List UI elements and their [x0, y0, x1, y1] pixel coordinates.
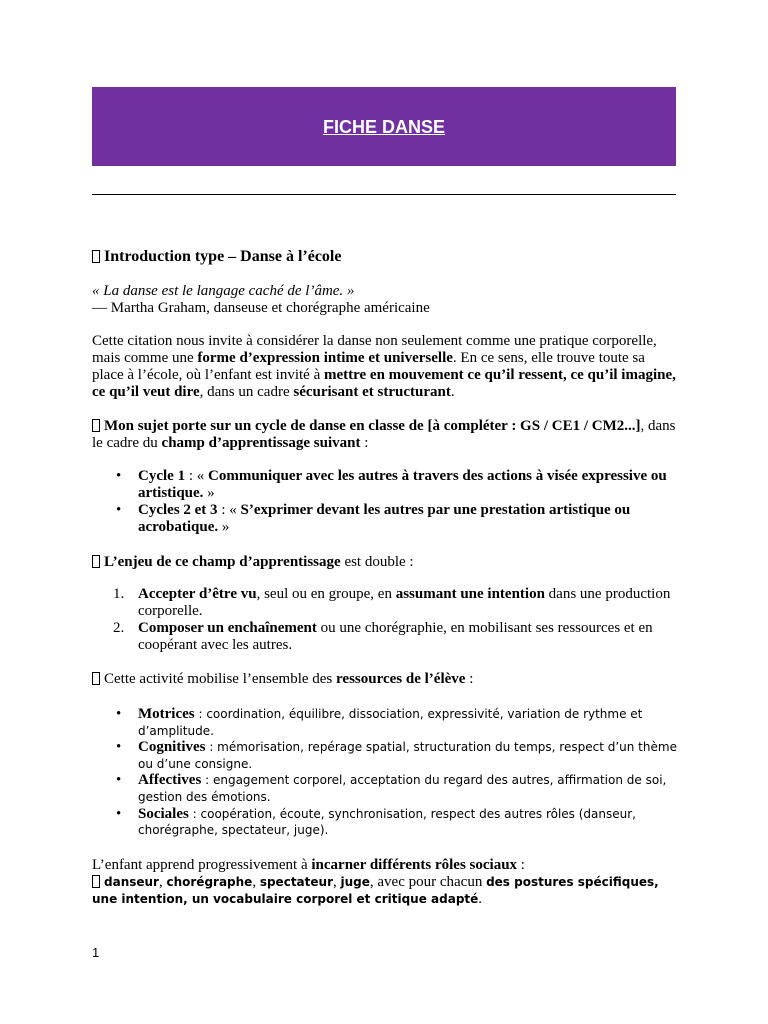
emphasis-text: Mon sujet porte sur un cycle de danse en classe de [à compléter : GS / CE1 / CM2...]: [104, 418, 641, 434]
emphasis-text: Accepter d’être vu: [138, 586, 257, 602]
paragraph-text: :: [465, 671, 474, 687]
paragraph-text: :: [360, 435, 369, 451]
roles-paragraph: [92, 857, 679, 908]
paragraph-text: est double :: [340, 554, 414, 570]
section-heading: [92, 247, 679, 267]
document-body: [92, 247, 679, 908]
role-name: danseur: [104, 874, 159, 889]
document-title: FICHE DANSE: [322, 116, 445, 137]
paragraph-text: : «: [217, 502, 241, 518]
paragraph-text: :: [517, 856, 525, 873]
emphasis-text: S’exprimer devant les autres par une prestation artistique ou acrobatique.: [138, 502, 631, 535]
role-name: spectateur: [259, 874, 333, 889]
stakes-list: [92, 586, 679, 654]
emphasis-text: L’enjeu de ce champ d’apprentissage: [104, 554, 341, 570]
missing-glyph-icon: [92, 250, 100, 263]
list-item: [92, 586, 679, 620]
missing-glyph-icon: [92, 672, 100, 685]
resource-label: Sociales: [138, 805, 189, 822]
resource-description: : coordination, équilibre, dissociation, expressivité, variation de rythme et d’amplitude.: [138, 707, 643, 738]
paragraph-text: ,: [158, 873, 167, 890]
emphasis-text: ressources de l’élève: [336, 671, 466, 687]
emphasis-text: Communiquer avec les autres à travers des actions à visée expressive ou artistique.: [138, 468, 667, 501]
missing-glyph-icon: [92, 875, 100, 888]
emphasis-text: mettre en mouvement ce qu’il ressent, ce qu’il imagine, ce qu’il veut dire: [92, 367, 676, 400]
list-item: [92, 806, 679, 839]
resource-label: Affectives: [138, 772, 202, 789]
paragraph-text: Cette activité mobilise l’ensemble des: [104, 671, 337, 687]
missing-glyph-icon: [92, 419, 100, 432]
paragraph-text: : «: [185, 468, 208, 484]
horizontal-divider: [92, 194, 676, 195]
quote-attribution: — Martha Graham, danseuse et chorégraphe américaine: [92, 300, 430, 316]
list-item: [92, 772, 679, 805]
resources-list: [92, 706, 679, 839]
resource-description: : mémorisation, repérage spatial, structuration du temps, respect d’un thème ou d’une consigne.: [138, 740, 677, 771]
paragraph-text: ,: [252, 873, 260, 890]
page-number: 1: [92, 945, 100, 960]
paragraph-text: »: [218, 519, 230, 535]
quote-text: « La danse est le langage caché de l’âme. »: [92, 283, 355, 299]
paragraph-text: .: [478, 890, 483, 907]
resource-label: Motrices: [138, 706, 195, 722]
list-item: [92, 706, 679, 739]
emphasis-text: forme d’expression intime et universelle: [197, 350, 453, 366]
emphasis-text: des postures spécifiques, une intention, un vocabulaire corporel et critique adapté: [92, 874, 659, 906]
paragraph-text: Cette citation nous invite à considérer la danse non seulement comme une pratique corporelle, mais comme une: [92, 333, 657, 366]
paragraph-text: »: [203, 485, 215, 501]
paragraph-text: ou une chorégraphie, en mobilisant ses ressources et en coopérant avec les autres.: [138, 620, 653, 653]
section-heading-text: Introduction type – Danse à l’école: [104, 248, 342, 265]
paragraph-text: , avec pour chacun: [369, 873, 487, 890]
stakes-paragraph: [92, 554, 679, 571]
list-item: [92, 502, 679, 536]
paragraph-text: , dans un cadre: [199, 384, 294, 400]
emphasis-text: assumant une intention: [395, 586, 545, 602]
resource-label: Cognitives: [138, 739, 206, 756]
list-item: [92, 739, 679, 772]
subject-paragraph: [92, 418, 679, 452]
paragraph-text: ,: [332, 873, 341, 890]
cycle-label: Cycles 2 et 3: [138, 502, 218, 518]
title-banner: [92, 87, 676, 166]
resource-description: : engagement corporel, acceptation du regard des autres, affirmation de soi, gestion des émotions.: [138, 773, 667, 804]
emphasis-text: incarner différents rôles sociaux: [311, 856, 518, 873]
role-name: juge: [340, 874, 370, 889]
intro-paragraph: [92, 333, 679, 401]
resources-paragraph: [92, 671, 679, 688]
quote-block: [92, 283, 679, 317]
list-number: 1.: [113, 586, 125, 602]
list-item: [92, 468, 679, 502]
list-item: [92, 620, 679, 654]
cycles-list: [92, 468, 679, 536]
paragraph-text: L’enfant apprend progressivement à: [92, 856, 312, 873]
paragraph-text: . En ce sens, elle trouve toute sa place à l’école, où l’enfant est invité à: [92, 350, 645, 383]
paragraph-text: dans une production corporelle.: [138, 586, 671, 619]
list-number: 2.: [113, 620, 125, 636]
emphasis-text: champ d’apprentissage suivant: [161, 435, 361, 451]
role-name: chorégraphe: [166, 874, 253, 889]
paragraph-text: , dans le cadre du: [92, 418, 676, 451]
paragraph-text: , seul ou en groupe, en: [256, 586, 396, 602]
cycle-label: Cycle 1: [138, 468, 186, 484]
missing-glyph-icon: [92, 555, 100, 568]
emphasis-text: sécurisant et structurant: [293, 384, 451, 400]
emphasis-text: Composer un enchaînement: [138, 620, 317, 636]
resource-description: : coopération, écoute, synchronisation, respect des autres rôles (danseur, chorégraphe, spectateur, juge).: [138, 806, 636, 838]
paragraph-text: .: [450, 384, 455, 400]
